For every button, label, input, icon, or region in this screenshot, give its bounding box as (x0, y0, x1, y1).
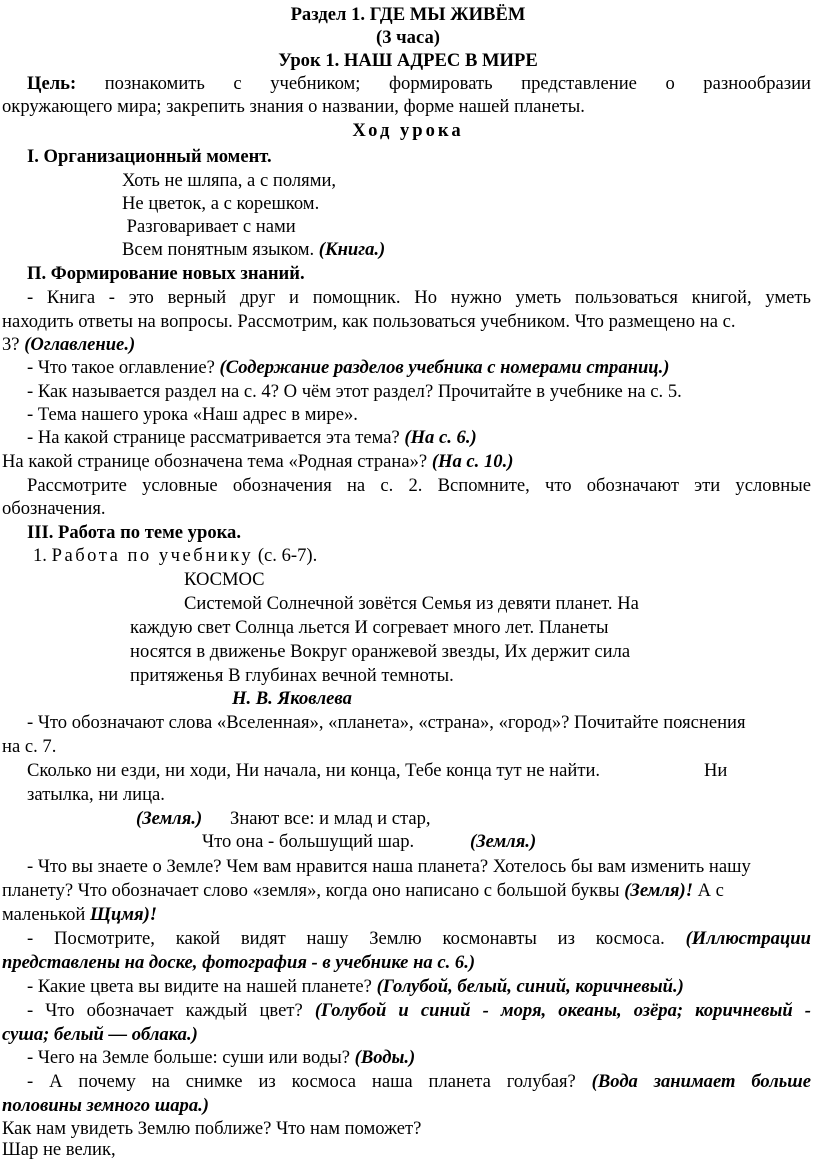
paragraph-1-line-3 (2, 334, 135, 356)
riddle2-line-4: Что она - большущий шар. (202, 831, 415, 852)
section1-heading: I. Организационный момент. (27, 146, 272, 167)
answer-land-water: (Воды.) (354, 1047, 416, 1068)
hours-note: (3 часа) (376, 27, 440, 48)
symbols-line-1: Рассмотрите условные обозначения на с. 2. Вспомните, что обозначают эти условные (27, 475, 811, 496)
poem-line-4: притяженья В глубинах вечной темноты. (130, 665, 454, 686)
poem-line-1: Системой Солнечной зовётся Семья из девяти планет. На (184, 593, 639, 614)
riddle-answer: (Книга.) (318, 239, 386, 260)
question-blue-planet (27, 1071, 811, 1093)
question-closer-look: Как нам увидеть Землю поближе? Что нам поможет? (2, 1118, 422, 1139)
riddle2-answer-1: (Земля.) (136, 808, 203, 829)
poem-line-3: носятся в движенье Вокруг оранжевой звезды, Их держит сила (130, 641, 631, 662)
question-toc-text: - Что такое оглавление? (27, 357, 215, 378)
riddle-line-4-text: Всем понятным языком. (122, 239, 315, 260)
work-number: 1. (33, 545, 47, 566)
goal-text-1: познакомить с учебником; формировать представление о разнообразии (104, 73, 811, 94)
question-earth-line-2 (2, 880, 724, 902)
question-homeland-text: На какой странице обозначена тема «Родная страна»? (2, 451, 428, 472)
riddle2-line-1: Сколько ни езди, ни ходи, Ни начала, ни конца, Тебе конца тут не найти. (27, 760, 601, 781)
question-blue-planet-text: - А почему на снимке из космоса наша планета голубая? (27, 1071, 576, 1092)
question-color-meaning-text: - Что обозначает каждый цвет? (27, 1000, 303, 1021)
question-toc (27, 357, 669, 379)
question-homeland-page (2, 451, 513, 473)
answer-color-meaning-1: (Голубой и синий - моря, океаны, озёра; коричневый - (314, 1000, 811, 1021)
question-section-page: - Как называется раздел на с. 4? О чём этот раздел? Прочитайте в учебнике на с. 5. (27, 381, 682, 402)
paragraph-1-line-2: находить ответы на вопросы. Рассмотрим, как пользоваться учебником. Что размещено на с. (2, 311, 736, 332)
question-earth-line-1: - Что вы знаете о Земле? Чем вам нравится наша планета? Хотелось бы вам изменить нашу (27, 856, 751, 877)
answer-earth-capital: (Земля)! (624, 880, 693, 901)
question-earth-text-3: маленькой (2, 904, 86, 925)
symbols-line-2: обозначения. (2, 498, 106, 519)
lesson-topic-line: - Тема нашего урока «Наш адрес в мире». (27, 404, 358, 425)
question-space-text: - Посмотрите, какой видят нашу Землю космонавты из космоса. (27, 928, 665, 949)
question-terms-line-2: на с. 7. (2, 736, 57, 757)
answer-homeland-page: (На с. 10.) (431, 451, 514, 472)
question-land-water-text: - Чего на Земле больше: суши или воды? (27, 1047, 350, 1068)
poem-title: КОСМОС (184, 569, 265, 590)
question-earth-line-3 (2, 904, 157, 926)
answer-earth-lower: Щцмя)! (90, 904, 158, 925)
paragraph-1-line-1: - Книга - это верный друг и помощник. Но нужно уметь пользоваться книгой, уметь (27, 287, 811, 308)
poem-line-2: каждую свет Солнца льется И согревает много лет. Планеты (130, 617, 609, 638)
question-topic-page (27, 427, 477, 449)
answer-toc-content: (Содержание разделов учебника с номерами страниц.) (219, 357, 670, 378)
riddle3-line-1: Шар не велик, (2, 1139, 116, 1160)
question-land-water (27, 1047, 415, 1069)
answer-space-2: представлены на доске, фотография - в учебнике на с. 6.) (2, 952, 476, 973)
poem-author: Н. В. Яковлева (232, 688, 352, 709)
riddle2-answer-2: (Земля.) (470, 831, 537, 852)
question-space-line-1 (27, 928, 811, 950)
section3-heading: III. Работа по теме урока. (27, 522, 241, 543)
answer-blue-planet-1: (Вода занимает больше (591, 1071, 811, 1092)
course-title: Ход урока (352, 120, 464, 141)
work-item (33, 545, 317, 567)
paragraph-1-text: 3? (2, 334, 20, 355)
goal-line-2: окружающего мира; закрепить знания о названии, форме нашей планеты. (2, 96, 585, 117)
question-earth-text-end: А с (697, 880, 724, 901)
answer-colors: (Голубой, белый, синий, коричневый.) (376, 976, 684, 997)
answer-toc: (Оглавление.) (24, 334, 136, 355)
lesson-title: Урок 1. НАШ АДРЕС В МИРЕ (278, 50, 538, 71)
riddle2-line-2: затылка, ни лица. (27, 784, 165, 805)
riddle-line-1: Хоть не шляпа, а с полями, (122, 170, 337, 191)
goal-line-1 (27, 73, 811, 95)
riddle-line-4 (122, 239, 385, 261)
question-terms-line-1: - Что обозначают слова «Вселенная», «планета», «страна», «город»? Почитайте пояснения (27, 712, 746, 733)
riddle2-line-1-end: Ни (704, 760, 728, 781)
answer-space-1: (Иллюстрации (685, 928, 811, 949)
question-topic-page-text: - На какой странице рассматривается эта тема? (27, 427, 400, 448)
goal-label: Цель: (27, 73, 77, 94)
question-color-meaning (27, 1000, 811, 1022)
riddle-line-3: Разговаривает с нами (122, 216, 296, 237)
work-pages: (с. 6-7). (257, 545, 318, 566)
work-label: Работа по учебнику (51, 545, 254, 566)
section-title: Раздел 1. ГДЕ МЫ ЖИВЁМ (290, 4, 526, 25)
answer-blue-planet-2: половины земного шара.) (2, 1095, 209, 1116)
riddle-line-2: Не цветок, а с корешком. (122, 193, 320, 214)
question-colors (27, 976, 684, 998)
answer-topic-page: (На с. 6.) (404, 427, 477, 448)
riddle2-line-3: Знают все: и млад и стар, (230, 808, 431, 829)
question-earth-text: планету? Что обозначает слово «земля», когда оно написано с большой буквы (2, 880, 620, 901)
question-colors-text: - Какие цвета вы видите на нашей планете? (27, 976, 372, 997)
section2-heading: П. Формирование новых знаний. (27, 263, 305, 284)
answer-color-meaning-2: суша; белый — облака.) (2, 1024, 198, 1045)
